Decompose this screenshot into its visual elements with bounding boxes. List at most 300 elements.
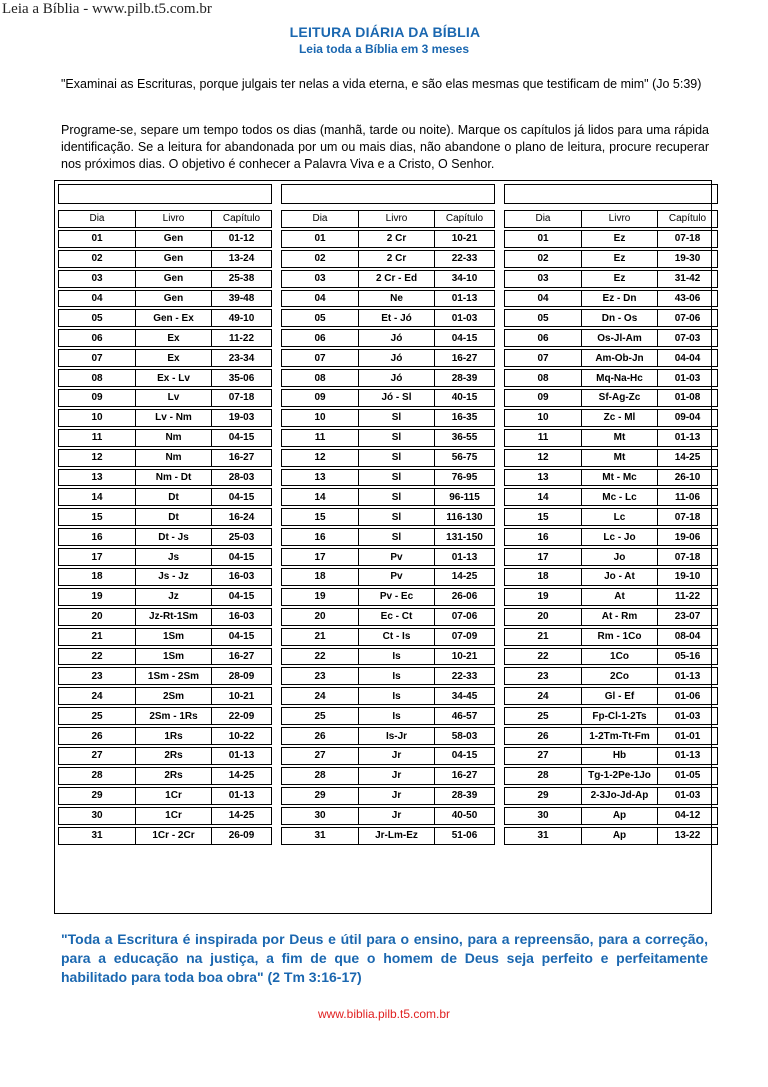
table-row [281, 667, 495, 685]
book-cell: 1Sm - 2Sm [136, 667, 212, 685]
book-cell: Mq-Na-Hc [582, 369, 658, 387]
book-cell: Dt - Js [136, 528, 212, 546]
table-row [281, 309, 495, 327]
footer-url[interactable]: www.biblia.pilb.t5.com.br [317, 1007, 451, 1021]
day-cell: 28 [281, 767, 359, 785]
chapter-cell: 14-25 [435, 568, 495, 586]
page-subtitle: Leia toda a Bíblia em 3 meses [298, 42, 470, 56]
chapter-cell: 01-13 [658, 747, 718, 765]
header-day: Dia [504, 210, 582, 228]
table-header-row [58, 210, 272, 228]
day-cell: 26 [58, 727, 136, 745]
day-cell: 21 [281, 628, 359, 646]
header-book: Livro [359, 210, 435, 228]
table-row [58, 687, 272, 705]
reading-table [58, 208, 272, 847]
month-header-box [504, 184, 718, 204]
table-row [281, 528, 495, 546]
day-cell: 10 [281, 409, 359, 427]
chapter-cell: 26-10 [658, 469, 718, 487]
page-title-text: LEITURA DIÁRIA DA BÍBLIA [289, 24, 481, 40]
book-cell: Nm - Dt [136, 469, 212, 487]
day-cell: 01 [281, 230, 359, 248]
table-row [504, 250, 718, 268]
chapter-cell: 04-15 [435, 329, 495, 347]
day-cell: 15 [58, 508, 136, 526]
book-cell: Ct - Is [359, 628, 435, 646]
table-row [504, 747, 718, 765]
table-row [504, 588, 718, 606]
chapter-cell: 07-18 [658, 230, 718, 248]
book-cell: 2 Cr - Ed [359, 270, 435, 288]
book-cell: Jo [582, 548, 658, 566]
book-cell: 1Cr [136, 807, 212, 825]
table-row [281, 429, 495, 447]
header-day: Dia [281, 210, 359, 228]
chapter-cell: 01-03 [435, 309, 495, 327]
day-cell: 26 [504, 727, 582, 745]
table-row [504, 270, 718, 288]
chapter-cell: 01-13 [658, 667, 718, 685]
chapter-cell: 14-25 [212, 807, 272, 825]
day-cell: 28 [504, 767, 582, 785]
table-row [58, 270, 272, 288]
table-row [58, 449, 272, 467]
table-row [504, 687, 718, 705]
chapter-cell: 16-27 [212, 648, 272, 666]
reading-table [281, 208, 495, 847]
book-cell: Dt [136, 508, 212, 526]
header-chapter: Capítulo [435, 210, 495, 228]
table-row [58, 667, 272, 685]
table-header-row [504, 210, 718, 228]
book-cell: Jó [359, 369, 435, 387]
book-cell: Gen [136, 230, 212, 248]
chapter-cell: 07-18 [658, 548, 718, 566]
book-cell: Jr-Lm-Ez [359, 827, 435, 845]
chapter-cell: 04-15 [212, 488, 272, 506]
page-title [0, 24, 768, 40]
day-cell: 19 [504, 588, 582, 606]
chapter-cell: 28-03 [212, 469, 272, 487]
day-cell: 07 [58, 349, 136, 367]
header-book: Livro [136, 210, 212, 228]
day-cell: 29 [504, 787, 582, 805]
book-cell: Jr [359, 747, 435, 765]
day-cell: 08 [281, 369, 359, 387]
table-row [281, 329, 495, 347]
chapter-cell: 96-115 [435, 488, 495, 506]
day-cell: 13 [281, 469, 359, 487]
chapter-cell: 01-01 [658, 727, 718, 745]
table-row [504, 667, 718, 685]
chapter-cell: 04-15 [212, 628, 272, 646]
table-row [281, 827, 495, 845]
chapter-cell: 16-27 [435, 349, 495, 367]
book-cell: Is [359, 707, 435, 725]
chapter-cell: 16-03 [212, 608, 272, 626]
chapter-cell: 35-06 [212, 369, 272, 387]
chapter-cell: 10-21 [435, 230, 495, 248]
chapter-cell: 76-95 [435, 469, 495, 487]
day-cell: 20 [281, 608, 359, 626]
chapter-cell: 31-42 [658, 270, 718, 288]
book-cell: Js [136, 548, 212, 566]
chapter-cell: 22-33 [435, 667, 495, 685]
book-cell: Am-Ob-Jn [582, 349, 658, 367]
book-cell: Pv [359, 548, 435, 566]
table-row [504, 568, 718, 586]
table-row [281, 787, 495, 805]
table-row [58, 349, 272, 367]
chapter-cell: 07-03 [658, 329, 718, 347]
chapter-cell: 04-15 [435, 747, 495, 765]
chapter-cell: 16-35 [435, 409, 495, 427]
table-row [504, 469, 718, 487]
day-cell: 11 [281, 429, 359, 447]
book-cell: Sl [359, 409, 435, 427]
day-cell: 02 [504, 250, 582, 268]
book-cell: Pv - Ec [359, 588, 435, 606]
book-cell: Ap [582, 807, 658, 825]
book-cell: 2Rs [136, 747, 212, 765]
table-row [281, 548, 495, 566]
table-row [504, 608, 718, 626]
chapter-cell: 08-04 [658, 628, 718, 646]
chapter-cell: 40-50 [435, 807, 495, 825]
day-cell: 29 [281, 787, 359, 805]
table-row [504, 409, 718, 427]
chapter-cell: 04-15 [212, 429, 272, 447]
intro-quote: "Examinai as Escrituras, porque julgais ter nelas a vida eterna, e são elas mesmas que testificam de mim" (Jo 5:39) [61, 77, 702, 91]
table-row [504, 807, 718, 825]
day-cell: 19 [281, 588, 359, 606]
chapter-cell: 07-09 [435, 628, 495, 646]
table-row [281, 409, 495, 427]
chapter-cell: 23-34 [212, 349, 272, 367]
day-cell: 27 [281, 747, 359, 765]
book-cell: Sf-Ag-Zc [582, 389, 658, 407]
day-cell: 02 [58, 250, 136, 268]
day-cell: 14 [504, 488, 582, 506]
table-row [281, 707, 495, 725]
table-row [504, 309, 718, 327]
table-row [504, 329, 718, 347]
day-cell: 06 [504, 329, 582, 347]
day-cell: 19 [58, 588, 136, 606]
day-cell: 09 [504, 389, 582, 407]
table-row [281, 270, 495, 288]
day-cell: 02 [281, 250, 359, 268]
book-cell: Ne [359, 290, 435, 308]
day-cell: 23 [504, 667, 582, 685]
book-cell: Ex [136, 329, 212, 347]
day-cell: 30 [504, 807, 582, 825]
table-row [281, 290, 495, 308]
chapter-cell: 07-18 [658, 508, 718, 526]
book-cell: 2 Cr [359, 250, 435, 268]
book-cell: Ex [136, 349, 212, 367]
book-cell: 2Sm [136, 687, 212, 705]
day-cell: 17 [281, 548, 359, 566]
chapter-cell: 10-22 [212, 727, 272, 745]
chapter-cell: 39-48 [212, 290, 272, 308]
header-day: Dia [58, 210, 136, 228]
table-header-row [281, 210, 495, 228]
book-cell: Sl [359, 488, 435, 506]
closing-verse: "Toda a Escritura é inspirada por Deus e útil para o ensino, para a repreensão, para a correção, para a educação na justiça, a fim de que o homem de Deus seja perfeito e perfeitamente habilitado para toda boa obra" (2 Tm 3:16-17) [61, 931, 708, 985]
book-cell: Sl [359, 528, 435, 546]
table-row [281, 628, 495, 646]
table-row [58, 309, 272, 327]
chapter-cell: 04-15 [212, 548, 272, 566]
day-cell: 30 [58, 807, 136, 825]
day-cell: 23 [58, 667, 136, 685]
book-cell: Jó [359, 349, 435, 367]
day-cell: 06 [58, 329, 136, 347]
chapter-cell: 22-33 [435, 250, 495, 268]
chapter-cell: 07-18 [212, 389, 272, 407]
day-cell: 17 [504, 548, 582, 566]
day-cell: 08 [58, 369, 136, 387]
chapter-cell: 01-13 [212, 747, 272, 765]
book-cell: Ez - Dn [582, 290, 658, 308]
table-row [58, 469, 272, 487]
book-cell: Mt [582, 429, 658, 447]
book-cell: Jó [359, 329, 435, 347]
book-cell: Ap [582, 827, 658, 845]
day-cell: 25 [504, 707, 582, 725]
table-row [504, 648, 718, 666]
book-cell: At - Rm [582, 608, 658, 626]
table-row [58, 707, 272, 725]
table-row [58, 369, 272, 387]
table-row [58, 727, 272, 745]
chapter-cell: 11-06 [658, 488, 718, 506]
chapter-cell: 07-06 [658, 309, 718, 327]
chapter-cell: 01-13 [212, 787, 272, 805]
chapter-cell: 13-22 [658, 827, 718, 845]
book-cell: Pv [359, 568, 435, 586]
table-row [58, 508, 272, 526]
chapter-cell: 04-04 [658, 349, 718, 367]
book-cell: Is-Jr [359, 727, 435, 745]
chapter-cell: 19-10 [658, 568, 718, 586]
book-cell: Sl [359, 469, 435, 487]
day-cell: 17 [58, 548, 136, 566]
chapter-cell: 116-130 [435, 508, 495, 526]
day-cell: 11 [504, 429, 582, 447]
day-cell: 11 [58, 429, 136, 447]
book-cell: Sl [359, 508, 435, 526]
table-row [58, 329, 272, 347]
day-cell: 20 [504, 608, 582, 626]
chapter-cell: 01-03 [658, 707, 718, 725]
book-cell: 1Cr [136, 787, 212, 805]
book-cell: Gen [136, 250, 212, 268]
day-cell: 14 [58, 488, 136, 506]
chapter-cell: 01-12 [212, 230, 272, 248]
day-cell: 23 [281, 667, 359, 685]
book-cell: 1Sm [136, 648, 212, 666]
table-row [58, 827, 272, 845]
day-cell: 03 [504, 270, 582, 288]
day-cell: 29 [58, 787, 136, 805]
chapter-cell: 58-03 [435, 727, 495, 745]
table-row [504, 508, 718, 526]
chapter-cell: 16-27 [212, 449, 272, 467]
table-row [504, 488, 718, 506]
day-cell: 10 [504, 409, 582, 427]
table-row [281, 807, 495, 825]
day-cell: 22 [281, 648, 359, 666]
chapter-cell: 01-03 [658, 369, 718, 387]
day-cell: 27 [58, 747, 136, 765]
day-cell: 13 [504, 469, 582, 487]
day-cell: 09 [281, 389, 359, 407]
book-cell: Jo - At [582, 568, 658, 586]
table-row [58, 250, 272, 268]
day-cell: 10 [58, 409, 136, 427]
book-cell: Jz-Rt-1Sm [136, 608, 212, 626]
book-cell: Lv - Nm [136, 409, 212, 427]
chapter-cell: 01-05 [658, 767, 718, 785]
book-cell: 1Sm [136, 628, 212, 646]
book-cell: 2Sm - 1Rs [136, 707, 212, 725]
day-cell: 01 [58, 230, 136, 248]
chapter-cell: 131-150 [435, 528, 495, 546]
day-cell: 18 [58, 568, 136, 586]
day-cell: 24 [504, 687, 582, 705]
chapter-cell: 46-57 [435, 707, 495, 725]
book-cell: Lc [582, 508, 658, 526]
book-cell: Fp-Cl-1-2Ts [582, 707, 658, 725]
day-cell: 21 [58, 628, 136, 646]
chapter-cell: 04-15 [212, 588, 272, 606]
table-row [281, 608, 495, 626]
day-cell: 12 [504, 449, 582, 467]
table-row [281, 469, 495, 487]
book-cell: Mc - Lc [582, 488, 658, 506]
day-cell: 22 [58, 648, 136, 666]
table-row [504, 787, 718, 805]
day-cell: 18 [281, 568, 359, 586]
month-header-box [58, 184, 272, 204]
table-row [504, 707, 718, 725]
day-cell: 12 [58, 449, 136, 467]
day-cell: 09 [58, 389, 136, 407]
table-row [504, 449, 718, 467]
table-row [58, 230, 272, 248]
book-cell: Dt [136, 488, 212, 506]
day-cell: 25 [281, 707, 359, 725]
book-cell: 1Co [582, 648, 658, 666]
table-row [281, 747, 495, 765]
table-row [58, 389, 272, 407]
table-row [281, 588, 495, 606]
table-row [58, 747, 272, 765]
day-cell: 13 [58, 469, 136, 487]
chapter-cell: 49-10 [212, 309, 272, 327]
table-row [281, 687, 495, 705]
book-cell: Gen [136, 270, 212, 288]
month-header-box [281, 184, 495, 204]
chapter-cell: 36-55 [435, 429, 495, 447]
book-cell: Sl [359, 449, 435, 467]
table-row [58, 528, 272, 546]
chapter-cell: 34-45 [435, 687, 495, 705]
book-cell: Is [359, 667, 435, 685]
table-row [281, 648, 495, 666]
day-cell: 03 [281, 270, 359, 288]
table-row [58, 807, 272, 825]
table-row [504, 727, 718, 745]
day-cell: 31 [504, 827, 582, 845]
book-cell: Nm [136, 449, 212, 467]
book-cell: Lv [136, 389, 212, 407]
day-cell: 24 [281, 687, 359, 705]
chapter-cell: 16-24 [212, 508, 272, 526]
day-cell: 26 [281, 727, 359, 745]
book-cell: Hb [582, 747, 658, 765]
book-cell: Mt [582, 449, 658, 467]
table-row [281, 767, 495, 785]
table-row [504, 429, 718, 447]
day-cell: 16 [58, 528, 136, 546]
chapter-cell: 10-21 [435, 648, 495, 666]
book-cell: Sl [359, 429, 435, 447]
book-cell: Mt - Mc [582, 469, 658, 487]
day-cell: 07 [504, 349, 582, 367]
book-cell: 1Cr - 2Cr [136, 827, 212, 845]
chapter-cell: 13-24 [212, 250, 272, 268]
instructions-paragraph: Programe-se, separe um tempo todos os dias (manhã, tarde ou noite). Marque os capítulos já lidos para uma rápida identificação. Se a leitura for abandonada por um ou mais dias, não abandone o plano de leitura, procure recuperar nos próximos dias. O objetivo é conhecer a Palavra Viva e a Cristo, O Senhor. [61, 123, 709, 171]
table-row [281, 508, 495, 526]
day-cell: 31 [58, 827, 136, 845]
chapter-cell: 10-21 [212, 687, 272, 705]
book-cell: 2 Cr [359, 230, 435, 248]
table-row [281, 349, 495, 367]
table-row [58, 568, 272, 586]
chapter-cell: 11-22 [658, 588, 718, 606]
day-cell: 01 [504, 230, 582, 248]
book-cell: Ex - Lv [136, 369, 212, 387]
chapter-cell: 34-10 [435, 270, 495, 288]
chapter-cell: 01-13 [435, 290, 495, 308]
chapter-cell: 28-09 [212, 667, 272, 685]
chapter-cell: 11-22 [212, 329, 272, 347]
table-row [281, 389, 495, 407]
day-cell: 25 [58, 707, 136, 725]
table-row [281, 488, 495, 506]
day-cell: 15 [281, 508, 359, 526]
book-cell: Dn - Os [582, 309, 658, 327]
day-cell: 12 [281, 449, 359, 467]
chapter-cell: 01-08 [658, 389, 718, 407]
day-cell: 31 [281, 827, 359, 845]
day-cell: 18 [504, 568, 582, 586]
book-cell: Ez [582, 250, 658, 268]
book-cell: Tg-1-2Pe-1Jo [582, 767, 658, 785]
book-cell: Rm - 1Co [582, 628, 658, 646]
book-cell: Jr [359, 767, 435, 785]
table-row [504, 767, 718, 785]
book-cell: Lc - Jo [582, 528, 658, 546]
day-cell: 15 [504, 508, 582, 526]
day-cell: 04 [58, 290, 136, 308]
chapter-cell: 19-30 [658, 250, 718, 268]
book-cell: 2Co [582, 667, 658, 685]
